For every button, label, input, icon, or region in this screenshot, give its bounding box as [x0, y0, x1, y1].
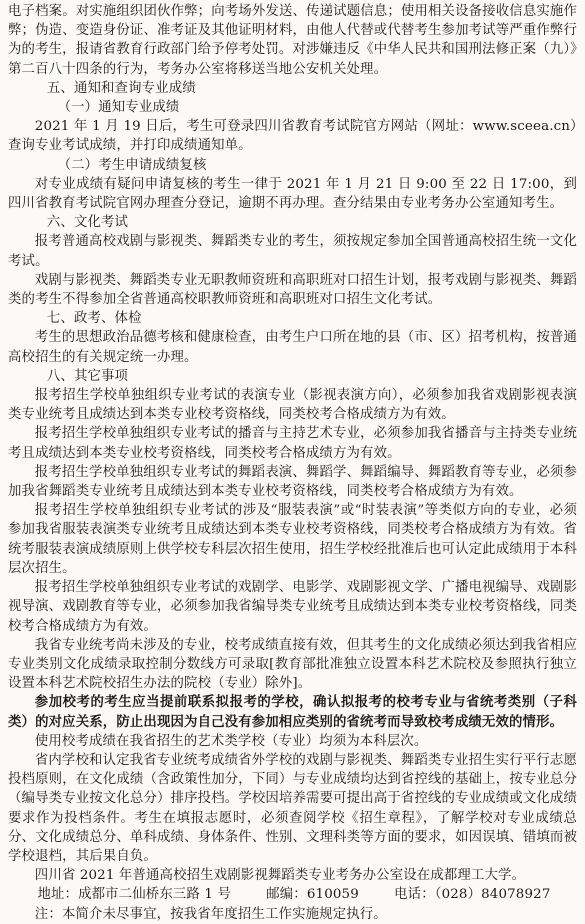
paragraph: 四川省 2021 年普通高校招生戏剧影视舞蹈类专业考务办公室设在成都理工大学。	[34, 868, 526, 884]
paragraph: 参加校考的考生应当提前联系拟报考的学校，确认拟报考的校考专业与省统考类别（子科类）的对应关系，防止出现因为自己没有参加相应类别的省统考而导致校考成绩无效的情形。	[8, 694, 577, 730]
section-heading: （一）通知专业成绩	[57, 100, 180, 116]
paragraph: 报考招生学校单独组织专业考试的表演专业（影视表演方向），必须参加我省戏剧影视表演类专业统考且成绩达到本类专业校考资格线，同类校考合格成绩方为有效。	[8, 388, 577, 423]
section-heading: （二）考生申请成绩复核	[57, 157, 207, 173]
paragraph: 使用校考成绩在我省招生的艺术类学校（专业）均须为本科层次。	[34, 733, 428, 749]
paragraph: 2021 年 1 月 19 日后，考生可登录四川省教育考试院官方网站（网址：www.sceea.cn）查询专业考试成绩，并打印成绩通知单。	[8, 119, 577, 154]
paragraph: 注：本简介未尽事宜，按我省年度招生工作实施规定执行。	[34, 906, 387, 922]
paragraph: 对专业成绩有疑问申请复核的考生一律于 2021 年 1 月 21 日 9:00 至 22 日 17:00，到四川省教育考试院官网办理查分登记，逾期不再办理。查分结果由专业考务办公室通知考生。	[8, 176, 577, 212]
paragraph: 报考招生学校单独组织专业考试的舞蹈表演、舞蹈学、舞蹈编导、舞蹈教育等专业，必须参加我省舞蹈类专业统考且成绩达到本类专业校考资格线，同类校考合格成绩方为有效。	[8, 464, 577, 500]
paragraph: 戏剧与影视类、舞蹈类专业无职教师资班和高职班对口招生计划，报考戏剧与影视类、舞蹈类的考生不得参加全省普通高校职教师资班和高职班对口招生文化考试。	[8, 272, 577, 308]
paragraph: 报考招生学校单独组织专业考试的播音与主持艺术专业，必须参加我省播音与主持类专业统考且成绩达到本类专业校考资格线，同类校考合格成绩方为有效。	[8, 426, 577, 461]
paragraph: 我省专业统考尚未涉及的专业，校考成绩直接有效，但其考生的文化成绩必须达到我省相应专业类别文化成绩录取控制分数线方可录取[教育部批准独立设置本科艺术院校及参照执行独立设置本科艺术院校招生办法的院校（专业）除外]。	[8, 637, 577, 692]
section-heading: 六、文化考试	[46, 215, 129, 231]
paragraph: 报考招生学校单独组织专业考试的涉及“服装表演”或“时装表演”等类似方向的专业，必须参加我省服装表演类专业统考且成绩达到本类专业校考资格线，同类校考合格成绩方为有效。省统考服装表演成绩原则上供学校专科层次招生使用，招生学校经批准后也可认定此成绩用于本科层次招生。	[8, 503, 577, 576]
paragraph: 报考普通高校戏剧与影视类、舞蹈类专业的考生，须按规定参加全国普通高校招生统一文化考试。	[8, 234, 577, 269]
paragraph: 电子档案。对实施组织团伙作弊；向考场外发送、传递试题信息；使用相关设备接收信息实施作弊；伪造、变造身份证、准考证及其他证明材料，由他人代替或代替考生参加考试等严重作弊行为的考生，报请省教育行政部门给予停考处罚。对涉嫌违反《中华人民共和国刑法修正案（九）》第二百八十四条的行为，考务办公室将移送当地公安机关处理。	[8, 4, 577, 77]
section-heading: 五、通知和查询专业成绩	[46, 80, 196, 96]
section-heading: 八、其它事项	[46, 368, 129, 384]
paragraph: 考生的思想政治品德考核和健康检查，由考生户口所在地的县（市、区）招考机构，按普通高校招生的有关规定统一办理。	[8, 330, 577, 365]
section-heading: 七、政考、体检	[46, 311, 142, 327]
paragraph: 报考招生学校单独组织专业考试的戏剧学、电影学、戏剧影视文学、广播电视编导、戏剧影视导演、戏剧教育等专业，必须参加我省编导类专业统考且成绩达到本类专业校考资格线，同类校考合格成绩方为有效。	[8, 580, 577, 634]
paragraph: 省内学校和认定我省专业统考成绩省外学校的戏剧与影视类、舞蹈类专业招生实行平行志愿投档原则，在文化成绩（含政策性加分，下同）与专业成绩均达到省控线的基础上，按专业总分（编导类专业按文化总分）排序投档。学校因培养需要可提出高于省控线的专业成绩或文化成绩要求作为投档条件。考生在填报志愿时，必须查阅学校《招生章程》，了解学校对专业成绩总分、文化成绩总分、单科成绩、身体条件、性别、文理科类等方面的要求，如因误填、错填而被学校退档，其后果自负。	[8, 752, 577, 864]
address-line: 地址：成都市二仙桥东三路 1 号 邮编：610059 电话：（028）84078927	[37, 887, 551, 903]
